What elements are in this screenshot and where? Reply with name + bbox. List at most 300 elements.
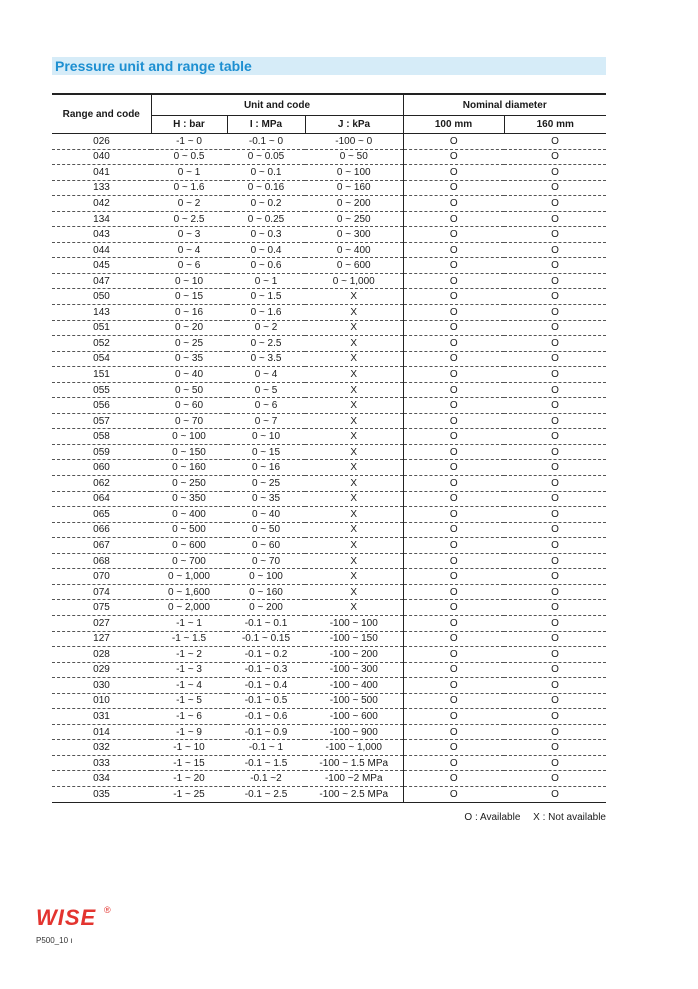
mpa-range-cell: 0 ~ 160 <box>227 584 305 600</box>
kpa-range-cell: X <box>305 398 403 414</box>
diameter-100mm-cell: O <box>403 242 504 258</box>
bar-range-cell: 0 ~ 600 <box>151 538 227 554</box>
range-code-cell: 043 <box>52 227 151 243</box>
mpa-range-cell: -0.1 ~ 0.3 <box>227 662 305 678</box>
diameter-160mm-cell: O <box>504 382 606 398</box>
pressure-range-table-container <box>52 93 606 803</box>
range-code-cell: 133 <box>52 180 151 196</box>
kpa-range-cell: 0 ~ 1,000 <box>305 273 403 289</box>
mpa-range-cell: 0 ~ 5 <box>227 382 305 398</box>
diameter-160mm-cell: O <box>504 647 606 663</box>
table-row <box>52 709 606 725</box>
bar-range-cell: 0 ~ 60 <box>151 398 227 414</box>
kpa-range-cell: 0 ~ 100 <box>305 165 403 181</box>
bar-range-cell: -1 ~ 20 <box>151 771 227 787</box>
header-kpa: J : kPa <box>305 116 403 134</box>
range-code-cell: 151 <box>52 367 151 383</box>
header-nominal-diameter: Nominal diameter <box>403 94 606 116</box>
mpa-range-cell: -0.1 ~ 1 <box>227 740 305 756</box>
bar-range-cell: -1 ~ 1 <box>151 615 227 631</box>
mpa-range-cell: 0 ~ 3.5 <box>227 351 305 367</box>
kpa-range-cell: X <box>305 491 403 507</box>
diameter-160mm-cell: O <box>504 522 606 538</box>
pressure-range-table <box>52 93 606 803</box>
mpa-range-cell: 0 ~ 16 <box>227 460 305 476</box>
bar-range-cell: 0 ~ 1 <box>151 165 227 181</box>
bar-range-cell: 0 ~ 20 <box>151 320 227 336</box>
range-code-cell: 127 <box>52 631 151 647</box>
kpa-range-cell: X <box>305 507 403 523</box>
table-row <box>52 196 606 212</box>
table-body <box>52 134 606 803</box>
table-row <box>52 662 606 678</box>
diameter-100mm-cell: O <box>403 134 504 150</box>
diameter-100mm-cell: O <box>403 771 504 787</box>
diameter-160mm-cell: O <box>504 724 606 740</box>
diameter-100mm-cell: O <box>403 647 504 663</box>
table-row <box>52 165 606 181</box>
kpa-range-cell: X <box>305 460 403 476</box>
kpa-range-cell: 0 ~ 250 <box>305 211 403 227</box>
legend-available: O : Available <box>464 812 521 823</box>
range-code-cell: 067 <box>52 538 151 554</box>
mpa-range-cell: 0 ~ 10 <box>227 429 305 445</box>
diameter-160mm-cell: O <box>504 693 606 709</box>
bar-range-cell: 0 ~ 2 <box>151 196 227 212</box>
diameter-160mm-cell: O <box>504 305 606 321</box>
table-row <box>52 258 606 274</box>
kpa-range-cell: X <box>305 584 403 600</box>
kpa-range-cell: 0 ~ 50 <box>305 149 403 165</box>
bar-range-cell: 0 ~ 15 <box>151 289 227 305</box>
mpa-range-cell: -0.1 ~ 0.2 <box>227 647 305 663</box>
diameter-100mm-cell: O <box>403 320 504 336</box>
table-row <box>52 615 606 631</box>
mpa-range-cell: -0.1 ~2 <box>227 771 305 787</box>
range-code-cell: 055 <box>52 382 151 398</box>
diameter-160mm-cell: O <box>504 367 606 383</box>
diameter-100mm-cell: O <box>403 273 504 289</box>
kpa-range-cell: X <box>305 553 403 569</box>
range-code-cell: 028 <box>52 647 151 663</box>
range-code-cell: 074 <box>52 584 151 600</box>
diameter-160mm-cell: O <box>504 273 606 289</box>
range-code-cell: 058 <box>52 429 151 445</box>
table-row <box>52 273 606 289</box>
table-row <box>52 382 606 398</box>
kpa-range-cell: X <box>305 538 403 554</box>
wise-logo: WISE <box>36 905 97 930</box>
range-code-cell: 045 <box>52 258 151 274</box>
table-row <box>52 693 606 709</box>
mpa-range-cell: -0.1 ~ 0.1 <box>227 615 305 631</box>
kpa-range-cell: -100 ~ 1.5 MPa <box>305 755 403 771</box>
range-code-cell: 134 <box>52 211 151 227</box>
bar-range-cell: 0 ~ 500 <box>151 522 227 538</box>
diameter-160mm-cell: O <box>504 444 606 460</box>
range-code-cell: 054 <box>52 351 151 367</box>
diameter-160mm-cell: O <box>504 336 606 352</box>
mpa-range-cell: -0.1 ~ 0.9 <box>227 724 305 740</box>
range-code-cell: 064 <box>52 491 151 507</box>
kpa-range-cell: X <box>305 320 403 336</box>
mpa-range-cell: 0 ~ 0.6 <box>227 258 305 274</box>
mpa-range-cell: -0.1 ~ 0.15 <box>227 631 305 647</box>
mpa-range-cell: -0.1 ~ 0.4 <box>227 678 305 694</box>
table-row <box>52 242 606 258</box>
bar-range-cell: -1 ~ 25 <box>151 786 227 802</box>
kpa-range-cell: -100 ~ 150 <box>305 631 403 647</box>
table-row <box>52 336 606 352</box>
diameter-100mm-cell: O <box>403 460 504 476</box>
kpa-range-cell: X <box>305 351 403 367</box>
bar-range-cell: -1 ~ 4 <box>151 678 227 694</box>
diameter-160mm-cell: O <box>504 569 606 585</box>
range-code-cell: 060 <box>52 460 151 476</box>
diameter-100mm-cell: O <box>403 538 504 554</box>
diameter-100mm-cell: O <box>403 584 504 600</box>
bar-range-cell: -1 ~ 6 <box>151 709 227 725</box>
mpa-range-cell: -0.1 ~ 1.5 <box>227 755 305 771</box>
bar-range-cell: -1 ~ 10 <box>151 740 227 756</box>
legend <box>52 812 606 823</box>
range-code-cell: 052 <box>52 336 151 352</box>
diameter-160mm-cell: O <box>504 242 606 258</box>
range-code-cell: 033 <box>52 755 151 771</box>
diameter-100mm-cell: O <box>403 289 504 305</box>
range-code-cell: 040 <box>52 149 151 165</box>
diameter-100mm-cell: O <box>403 522 504 538</box>
diameter-100mm-cell: O <box>403 305 504 321</box>
kpa-range-cell: X <box>305 522 403 538</box>
mpa-range-cell: 0 ~ 7 <box>227 413 305 429</box>
range-code-cell: 035 <box>52 786 151 802</box>
header-bar: H : bar <box>151 116 227 134</box>
kpa-range-cell: 0 ~ 300 <box>305 227 403 243</box>
kpa-range-cell: X <box>305 289 403 305</box>
kpa-range-cell: -100 ~ 600 <box>305 709 403 725</box>
kpa-range-cell: -100 ~ 400 <box>305 678 403 694</box>
diameter-160mm-cell: O <box>504 180 606 196</box>
kpa-range-cell: -100 ~ 1,000 <box>305 740 403 756</box>
diameter-100mm-cell: O <box>403 693 504 709</box>
header-range-and-code: Range and code <box>52 94 151 134</box>
kpa-range-cell: X <box>305 429 403 445</box>
bar-range-cell: 0 ~ 50 <box>151 382 227 398</box>
diameter-160mm-cell: O <box>504 211 606 227</box>
table-row <box>52 740 606 756</box>
bar-range-cell: 0 ~ 1.6 <box>151 180 227 196</box>
diameter-160mm-cell: O <box>504 134 606 150</box>
diameter-160mm-cell: O <box>504 413 606 429</box>
header-100mm: 100 mm <box>403 116 504 134</box>
table-row <box>52 289 606 305</box>
range-code-cell: 031 <box>52 709 151 725</box>
range-code-cell: 010 <box>52 693 151 709</box>
diameter-100mm-cell: O <box>403 631 504 647</box>
table-row <box>52 724 606 740</box>
bar-range-cell: 0 ~ 400 <box>151 507 227 523</box>
diameter-100mm-cell: O <box>403 755 504 771</box>
table-row <box>52 538 606 554</box>
bar-range-cell: -1 ~ 0 <box>151 134 227 150</box>
bar-range-cell: 0 ~ 10 <box>151 273 227 289</box>
diameter-160mm-cell: O <box>504 289 606 305</box>
diameter-160mm-cell: O <box>504 615 606 631</box>
diameter-100mm-cell: O <box>403 786 504 802</box>
bar-range-cell: 0 ~ 4 <box>151 242 227 258</box>
diameter-160mm-cell: O <box>504 460 606 476</box>
table-row <box>52 491 606 507</box>
diameter-160mm-cell: O <box>504 662 606 678</box>
range-code-cell: 143 <box>52 305 151 321</box>
diameter-100mm-cell: O <box>403 336 504 352</box>
diameter-160mm-cell: O <box>504 165 606 181</box>
diameter-100mm-cell: O <box>403 211 504 227</box>
table-row <box>52 180 606 196</box>
mpa-range-cell: 0 ~ 1 <box>227 273 305 289</box>
table-row <box>52 320 606 336</box>
bar-range-cell: 0 ~ 250 <box>151 476 227 492</box>
kpa-range-cell: -100 ~ 2.5 MPa <box>305 786 403 802</box>
diameter-160mm-cell: O <box>504 476 606 492</box>
range-code-cell: 050 <box>52 289 151 305</box>
header-unit-and-code: Unit and code <box>151 94 403 116</box>
table-row <box>52 771 606 787</box>
kpa-range-cell: -100 ~2 MPa <box>305 771 403 787</box>
bar-range-cell: -1 ~ 15 <box>151 755 227 771</box>
kpa-range-cell: -100 ~ 200 <box>305 647 403 663</box>
mpa-range-cell: 0 ~ 70 <box>227 553 305 569</box>
bar-range-cell: 0 ~ 40 <box>151 367 227 383</box>
table-row <box>52 227 606 243</box>
header-mpa: I : MPa <box>227 116 305 134</box>
mpa-range-cell: 0 ~ 2 <box>227 320 305 336</box>
table-row <box>52 413 606 429</box>
diameter-100mm-cell: O <box>403 367 504 383</box>
table-row <box>52 398 606 414</box>
kpa-range-cell: -100 ~ 0 <box>305 134 403 150</box>
mpa-range-cell: 0 ~ 35 <box>227 491 305 507</box>
diameter-160mm-cell: O <box>504 258 606 274</box>
diameter-160mm-cell: O <box>504 631 606 647</box>
mpa-range-cell: 0 ~ 0.1 <box>227 165 305 181</box>
kpa-range-cell: X <box>305 600 403 616</box>
diameter-160mm-cell: O <box>504 196 606 212</box>
bar-range-cell: 0 ~ 70 <box>151 413 227 429</box>
diameter-160mm-cell: O <box>504 553 606 569</box>
range-code-cell: 034 <box>52 771 151 787</box>
kpa-range-cell: 0 ~ 200 <box>305 196 403 212</box>
range-code-cell: 042 <box>52 196 151 212</box>
range-code-cell: 027 <box>52 615 151 631</box>
diameter-100mm-cell: O <box>403 709 504 725</box>
mpa-range-cell: 0 ~ 0.4 <box>227 242 305 258</box>
range-code-cell: 041 <box>52 165 151 181</box>
bar-range-cell: 0 ~ 1,000 <box>151 569 227 585</box>
diameter-100mm-cell: O <box>403 476 504 492</box>
diameter-160mm-cell: O <box>504 491 606 507</box>
diameter-100mm-cell: O <box>403 678 504 694</box>
mpa-range-cell: 0 ~ 40 <box>227 507 305 523</box>
diameter-160mm-cell: O <box>504 351 606 367</box>
diameter-100mm-cell: O <box>403 724 504 740</box>
diameter-100mm-cell: O <box>403 429 504 445</box>
bar-range-cell: 0 ~ 2,000 <box>151 600 227 616</box>
bar-range-cell: -1 ~ 3 <box>151 662 227 678</box>
legend-not-available: X : Not available <box>533 812 606 823</box>
diameter-100mm-cell: O <box>403 227 504 243</box>
bar-range-cell: 0 ~ 160 <box>151 460 227 476</box>
diameter-160mm-cell: O <box>504 584 606 600</box>
diameter-100mm-cell: O <box>403 491 504 507</box>
page-number: P500_10 ı <box>36 936 73 945</box>
kpa-range-cell: -100 ~ 900 <box>305 724 403 740</box>
bar-range-cell: -1 ~ 2 <box>151 647 227 663</box>
kpa-range-cell: X <box>305 382 403 398</box>
page-title: Pressure unit and range table <box>55 58 252 74</box>
bar-range-cell: 0 ~ 16 <box>151 305 227 321</box>
mpa-range-cell: -0.1 ~ 2.5 <box>227 786 305 802</box>
mpa-range-cell: 0 ~ 50 <box>227 522 305 538</box>
table-row <box>52 429 606 445</box>
range-code-cell: 032 <box>52 740 151 756</box>
range-code-cell: 047 <box>52 273 151 289</box>
diameter-100mm-cell: O <box>403 507 504 523</box>
diameter-160mm-cell: O <box>504 538 606 554</box>
range-code-cell: 068 <box>52 553 151 569</box>
table-row <box>52 569 606 585</box>
mpa-range-cell: 0 ~ 2.5 <box>227 336 305 352</box>
diameter-100mm-cell: O <box>403 615 504 631</box>
kpa-range-cell: X <box>305 367 403 383</box>
table-row <box>52 553 606 569</box>
diameter-160mm-cell: O <box>504 786 606 802</box>
table-row <box>52 600 606 616</box>
range-code-cell: 075 <box>52 600 151 616</box>
diameter-100mm-cell: O <box>403 180 504 196</box>
diameter-160mm-cell: O <box>504 320 606 336</box>
diameter-100mm-cell: O <box>403 149 504 165</box>
mpa-range-cell: 0 ~ 0.2 <box>227 196 305 212</box>
range-code-cell: 044 <box>52 242 151 258</box>
kpa-range-cell: 0 ~ 160 <box>305 180 403 196</box>
kpa-range-cell: X <box>305 476 403 492</box>
range-code-cell: 029 <box>52 662 151 678</box>
bar-range-cell: 0 ~ 2.5 <box>151 211 227 227</box>
table-row <box>52 584 606 600</box>
range-code-cell: 026 <box>52 134 151 150</box>
range-code-cell: 056 <box>52 398 151 414</box>
kpa-range-cell: -100 ~ 500 <box>305 693 403 709</box>
diameter-160mm-cell: O <box>504 740 606 756</box>
kpa-range-cell: X <box>305 444 403 460</box>
range-code-cell: 051 <box>52 320 151 336</box>
mpa-range-cell: 0 ~ 25 <box>227 476 305 492</box>
header-160mm: 160 mm <box>504 116 606 134</box>
table-row <box>52 522 606 538</box>
range-code-cell: 062 <box>52 476 151 492</box>
diameter-160mm-cell: O <box>504 771 606 787</box>
table-row <box>52 460 606 476</box>
mpa-range-cell: 0 ~ 0.05 <box>227 149 305 165</box>
diameter-160mm-cell: O <box>504 149 606 165</box>
bar-range-cell: 0 ~ 100 <box>151 429 227 445</box>
table-row <box>52 507 606 523</box>
range-code-cell: 014 <box>52 724 151 740</box>
kpa-range-cell: X <box>305 336 403 352</box>
table-row <box>52 351 606 367</box>
diameter-100mm-cell: O <box>403 351 504 367</box>
diameter-160mm-cell: O <box>504 678 606 694</box>
mpa-range-cell: 0 ~ 0.25 <box>227 211 305 227</box>
kpa-range-cell: X <box>305 569 403 585</box>
diameter-160mm-cell: O <box>504 600 606 616</box>
bar-range-cell: 0 ~ 3 <box>151 227 227 243</box>
table-row <box>52 149 606 165</box>
diameter-160mm-cell: O <box>504 507 606 523</box>
diameter-100mm-cell: O <box>403 382 504 398</box>
mpa-range-cell: 0 ~ 0.16 <box>227 180 305 196</box>
mpa-range-cell: 0 ~ 1.6 <box>227 305 305 321</box>
diameter-100mm-cell: O <box>403 740 504 756</box>
kpa-range-cell: X <box>305 305 403 321</box>
mpa-range-cell: -0.1 ~ 0 <box>227 134 305 150</box>
diameter-100mm-cell: O <box>403 413 504 429</box>
mpa-range-cell: 0 ~ 200 <box>227 600 305 616</box>
mpa-range-cell: 0 ~ 15 <box>227 444 305 460</box>
bar-range-cell: 0 ~ 35 <box>151 351 227 367</box>
table-row <box>52 305 606 321</box>
diameter-100mm-cell: O <box>403 165 504 181</box>
table-row <box>52 444 606 460</box>
kpa-range-cell: -100 ~ 300 <box>305 662 403 678</box>
mpa-range-cell: 0 ~ 100 <box>227 569 305 585</box>
bar-range-cell: 0 ~ 25 <box>151 336 227 352</box>
table-row <box>52 631 606 647</box>
bar-range-cell: -1 ~ 1.5 <box>151 631 227 647</box>
table-row <box>52 211 606 227</box>
range-code-cell: 065 <box>52 507 151 523</box>
diameter-100mm-cell: O <box>403 662 504 678</box>
table-row <box>52 134 606 150</box>
diameter-100mm-cell: O <box>403 444 504 460</box>
diameter-100mm-cell: O <box>403 196 504 212</box>
bar-range-cell: 0 ~ 1,600 <box>151 584 227 600</box>
range-code-cell: 030 <box>52 678 151 694</box>
bar-range-cell: 0 ~ 350 <box>151 491 227 507</box>
section-title-bar <box>52 57 606 75</box>
table-row <box>52 647 606 663</box>
mpa-range-cell: 0 ~ 4 <box>227 367 305 383</box>
bar-range-cell: 0 ~ 700 <box>151 553 227 569</box>
mpa-range-cell: 0 ~ 0.3 <box>227 227 305 243</box>
table-row <box>52 755 606 771</box>
bar-range-cell: 0 ~ 150 <box>151 444 227 460</box>
diameter-160mm-cell: O <box>504 398 606 414</box>
mpa-range-cell: 0 ~ 1.5 <box>227 289 305 305</box>
table-row <box>52 786 606 802</box>
diameter-100mm-cell: O <box>403 258 504 274</box>
range-code-cell: 057 <box>52 413 151 429</box>
mpa-range-cell: 0 ~ 6 <box>227 398 305 414</box>
registered-mark: ® <box>104 905 111 915</box>
diameter-160mm-cell: O <box>504 429 606 445</box>
bar-range-cell: -1 ~ 9 <box>151 724 227 740</box>
diameter-100mm-cell: O <box>403 569 504 585</box>
bar-range-cell: 0 ~ 0.5 <box>151 149 227 165</box>
kpa-range-cell: 0 ~ 400 <box>305 242 403 258</box>
